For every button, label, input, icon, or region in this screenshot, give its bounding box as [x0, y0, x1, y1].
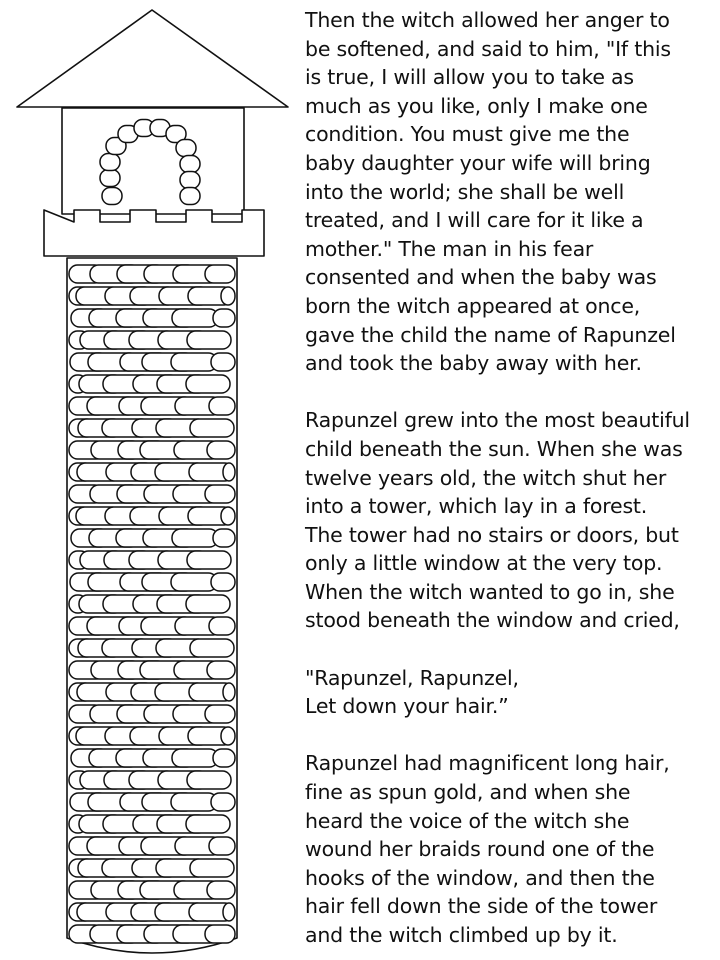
stone — [180, 172, 200, 189]
stone — [213, 749, 235, 767]
stone — [176, 140, 196, 157]
story-line: gave the child the name of Rapunzel — [305, 322, 676, 347]
stone — [221, 287, 235, 305]
stone — [205, 705, 235, 723]
stone — [180, 156, 200, 173]
stone — [100, 154, 120, 171]
story-line: and the witch climbed up by it. — [305, 923, 618, 947]
story-line: Let down your hair.” — [305, 694, 509, 719]
stone — [172, 749, 218, 767]
story-line: "Rapunzel, Rapunzel, — [305, 665, 519, 690]
story-line: child beneath the sun. When she was — [305, 436, 683, 461]
story-line: twelve years old, the witch shut her — [305, 465, 667, 490]
story-line: into the world; she shall be well — [305, 179, 625, 204]
stone — [205, 485, 235, 503]
stone — [223, 683, 235, 701]
story-line: only a little window at the very top. — [305, 551, 663, 576]
stone — [180, 188, 200, 205]
stone — [205, 265, 235, 283]
stone — [190, 859, 234, 877]
story-line: mother." The man in his fear — [305, 236, 594, 261]
paragraph-gap — [305, 721, 717, 750]
stone — [213, 309, 235, 327]
stone — [207, 441, 235, 459]
stone — [171, 353, 217, 371]
paragraph-gap — [305, 635, 717, 664]
story-text — [305, 6, 717, 950]
stone — [186, 375, 230, 393]
story-line: The tower had no stairs or doors, but — [305, 522, 679, 547]
stone — [190, 639, 234, 657]
stone — [221, 507, 235, 525]
story-line: and took the baby away with her. — [305, 351, 642, 376]
story-line: treated, and I will care for it like a — [305, 208, 644, 233]
tower-battlements — [44, 210, 264, 256]
stone — [186, 815, 230, 833]
stone — [223, 903, 235, 921]
stone — [209, 837, 235, 855]
stone — [207, 661, 235, 679]
story-line: fine as spun gold, and when she — [305, 780, 631, 805]
story-line: Then the witch allowed her anger to — [305, 8, 670, 32]
stone — [102, 188, 122, 205]
story-paragraph-p3 — [305, 664, 717, 721]
stone — [100, 170, 120, 187]
story-line: hooks of the window, and then the — [305, 865, 655, 890]
story-line: baby daughter your wife will bring — [305, 150, 651, 175]
stone — [209, 397, 235, 415]
stone — [211, 353, 235, 371]
shaft-stones — [69, 265, 235, 943]
stone — [172, 309, 218, 327]
stone — [205, 925, 235, 943]
stone — [207, 881, 235, 899]
story-line: Rapunzel grew into the most beautiful — [305, 408, 690, 433]
stone — [187, 331, 231, 349]
stone — [187, 551, 231, 569]
story-line: heard the voice of the witch she — [305, 808, 630, 833]
stone — [211, 793, 235, 811]
story-line: into a tower, which lay in a forest. — [305, 494, 648, 519]
story-line: hair fell down the side of the tower — [305, 894, 658, 919]
story-line: wound her braids round one of the — [305, 837, 655, 862]
story-line: born the witch appeared at once, — [305, 293, 641, 318]
stone — [190, 419, 234, 437]
story-line: stood beneath the window and cried, — [305, 608, 680, 633]
story-paragraph-p1 — [305, 6, 717, 378]
story-line: condition. You must give me the — [305, 122, 630, 147]
stone — [172, 529, 218, 547]
story-line: Rapunzel had magnificent long hair, — [305, 751, 670, 776]
stone — [211, 573, 235, 591]
story-line: When the witch wanted to go in, she — [305, 579, 675, 604]
stone — [186, 595, 230, 613]
story-paragraph-p4 — [305, 749, 717, 949]
stone — [209, 617, 235, 635]
tower-illustration — [0, 0, 300, 960]
stone — [221, 727, 235, 745]
story-paragraph-p2 — [305, 406, 717, 635]
stone — [171, 793, 217, 811]
story-line: is true, I will allow you to take as — [305, 65, 634, 90]
stone — [213, 529, 235, 547]
tower-roof — [17, 10, 288, 107]
paragraph-gap — [305, 378, 717, 407]
stone — [187, 771, 231, 789]
story-line: consented and when the baby was — [305, 265, 657, 290]
story-line: much as you like, only I make one — [305, 93, 648, 118]
stone — [223, 463, 235, 481]
story-line: be softened, and said to him, "If this — [305, 36, 671, 61]
stone — [171, 573, 217, 591]
